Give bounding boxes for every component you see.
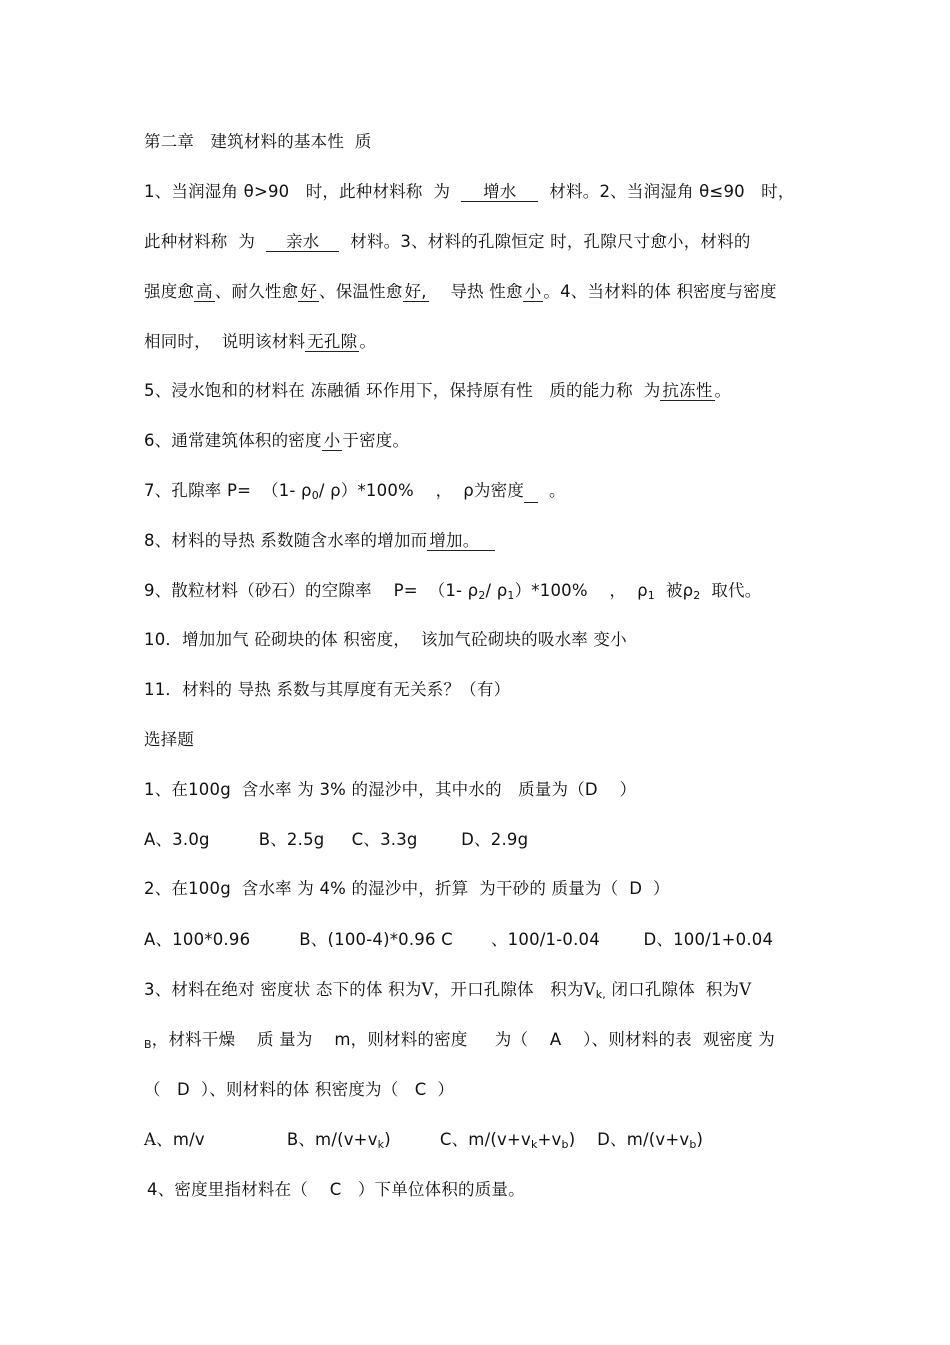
- choice-q3-line-1: [144, 979, 751, 1006]
- c3-opt-plus: +v: [537, 1130, 562, 1149]
- choice-q3-line-3: （ D ）、则材料的体 积密度为（ C ）: [144, 1080, 455, 1099]
- choice-q1: 1、在100g 含水率 为 3% 的湿沙中，其中水的 质量为（D ）: [144, 780, 637, 799]
- c3-text-4: ，材料干燥 质 量为 m，则材料的密度 为（ A ）、则材料的表 观密度 为: [151, 1030, 775, 1049]
- c3-v1: V: [421, 980, 434, 999]
- c3-v3: V: [739, 980, 752, 999]
- q3-text-d: 导热 性愈: [450, 282, 523, 301]
- chapter-title: 第二章 建筑材料的基本性 质: [144, 132, 372, 151]
- q7-post: 。: [548, 481, 566, 500]
- fill-line-4: [144, 331, 376, 353]
- q3-text-c: 、保温性愈: [319, 282, 403, 301]
- fill-q8: [144, 530, 495, 552]
- c3-text-1: 3、材料在绝对 密度状 态下的体 积为: [144, 980, 422, 999]
- q9-mid2: ）*100% ， ρ: [514, 581, 648, 600]
- c3-opt-d: ) D、m/(v+v: [568, 1130, 690, 1149]
- q3-answer-b: 好: [300, 282, 318, 301]
- q3-answer-c: 好,: [404, 282, 427, 301]
- c3-opt-sub-k2: k: [530, 1138, 538, 1151]
- c3-text-2: ，开口孔隙体 积为: [433, 980, 584, 999]
- fill-line-1: [144, 181, 795, 203]
- c3-opt-a-letter: A: [144, 1130, 157, 1149]
- choice-heading: 选择题: [144, 730, 195, 749]
- q4-text: 相同时， 说明该材料: [144, 332, 306, 351]
- q4-answer: 无孔隙: [307, 332, 358, 351]
- q2-answer: 亲水: [266, 232, 339, 252]
- fill-q9: [144, 580, 761, 607]
- q9-mid: / ρ: [485, 581, 508, 600]
- q5-answer: 抗冻性: [662, 381, 713, 400]
- fill-q10: 10．增加加气 砼砌块的体 积密度， 该加气砼砌块的吸水率 变小: [144, 630, 627, 649]
- q6-text: 6、通常建筑体积的密度: [144, 431, 322, 450]
- q7-subscript: 0: [311, 489, 319, 502]
- c3-sub-k: k,: [595, 988, 607, 1001]
- q9-sub-1b: 1: [647, 589, 655, 602]
- c3-opt-sub-b2: b: [689, 1138, 697, 1151]
- c3-sub-b: B: [144, 1038, 152, 1051]
- fill-q5: [144, 380, 731, 402]
- q7-text: 7、孔隙率 P= （1- ρ: [144, 481, 312, 500]
- c3-opt-sub-k: k: [377, 1138, 385, 1151]
- q7-blank: [524, 480, 538, 503]
- q9-post: 取代。: [700, 581, 762, 600]
- q7-mid: / ρ）*100% ， ρ为密度: [318, 481, 525, 500]
- q8-answer: 增加。: [427, 531, 495, 551]
- c3-text-3: 闭口孔隙体 积为: [606, 980, 740, 999]
- q3-answer-d: 小: [524, 282, 542, 301]
- q3-text-a: 强度愈: [144, 282, 195, 301]
- q2-text: 此种材料称 为: [144, 232, 256, 251]
- choice-q2-options: A、100*0.96 B、(100-4)*0.96 C 、100/1-0.04 D、100/1+0.04: [144, 930, 774, 949]
- choice-q4: 4、密度里指材料在（ C ）下单位体积的质量。: [147, 1180, 525, 1199]
- choice-q1-options: A、3.0g B、2.5g C、3.3g D、2.9g: [144, 830, 529, 849]
- choice-q3-line-2: [144, 1029, 775, 1056]
- fill-line-2: [144, 231, 751, 253]
- q8-text: 8、材料的导热 系数随含水率的增加而: [144, 531, 428, 550]
- c3-opt-b: B、m/(v+v: [286, 1130, 378, 1149]
- q1-post: 材料。2、当润湿角 θ≤90 时，: [549, 182, 795, 201]
- q2-post: 材料。3、材料的孔隙恒定 时，孔隙尺寸愈小，材料的: [350, 232, 751, 251]
- q9-mid3: 被ρ: [654, 581, 694, 600]
- c3-opt-a: 、m/v: [156, 1130, 205, 1149]
- c3-opt-close: ): [696, 1130, 704, 1149]
- q9-text: 9、散粒材料（砂石）的空隙率 P= （1- ρ: [144, 581, 479, 600]
- c3-opt-sub-b: b: [561, 1138, 569, 1151]
- c3-opt-c: ) C、m/(v+v: [384, 1130, 531, 1149]
- fill-line-3: [144, 281, 777, 303]
- q9-sub-1: 1: [507, 589, 515, 602]
- choice-q3-options: [144, 1129, 703, 1156]
- q1-answer: 增水: [461, 182, 538, 202]
- q3-text-e: 。4、当材料的体 积密度与密度: [543, 282, 777, 301]
- q9-sub-2: 2: [478, 589, 486, 602]
- q5-text: 5、浸水饱和的材料在 冻融循 环作用下，保持原有性 质的能力称 为: [144, 381, 661, 400]
- fill-q6: [144, 430, 409, 452]
- choice-q2: 2、在100g 含水率 为 4% 的湿沙中，折算 为干砂的 质量为（ D ）: [144, 879, 670, 898]
- c3-v2: V: [583, 980, 596, 999]
- fill-q11: 11．材料的 导热 系数与其厚度有无关系？（有）: [144, 680, 511, 699]
- q6-answer: 小: [323, 431, 341, 450]
- q5-post: 。: [714, 381, 732, 400]
- q3-answer-a: 高: [196, 282, 213, 301]
- q6-post: 于密度。: [342, 431, 410, 450]
- q9-sub-2b: 2: [693, 589, 701, 602]
- q3-text-b: 、耐久性愈: [214, 282, 299, 301]
- fill-q7: [144, 480, 566, 507]
- q4-post: 。: [359, 332, 377, 351]
- q1-text: 1、当润湿角 θ>90 时，此种材料称 为: [144, 182, 451, 201]
